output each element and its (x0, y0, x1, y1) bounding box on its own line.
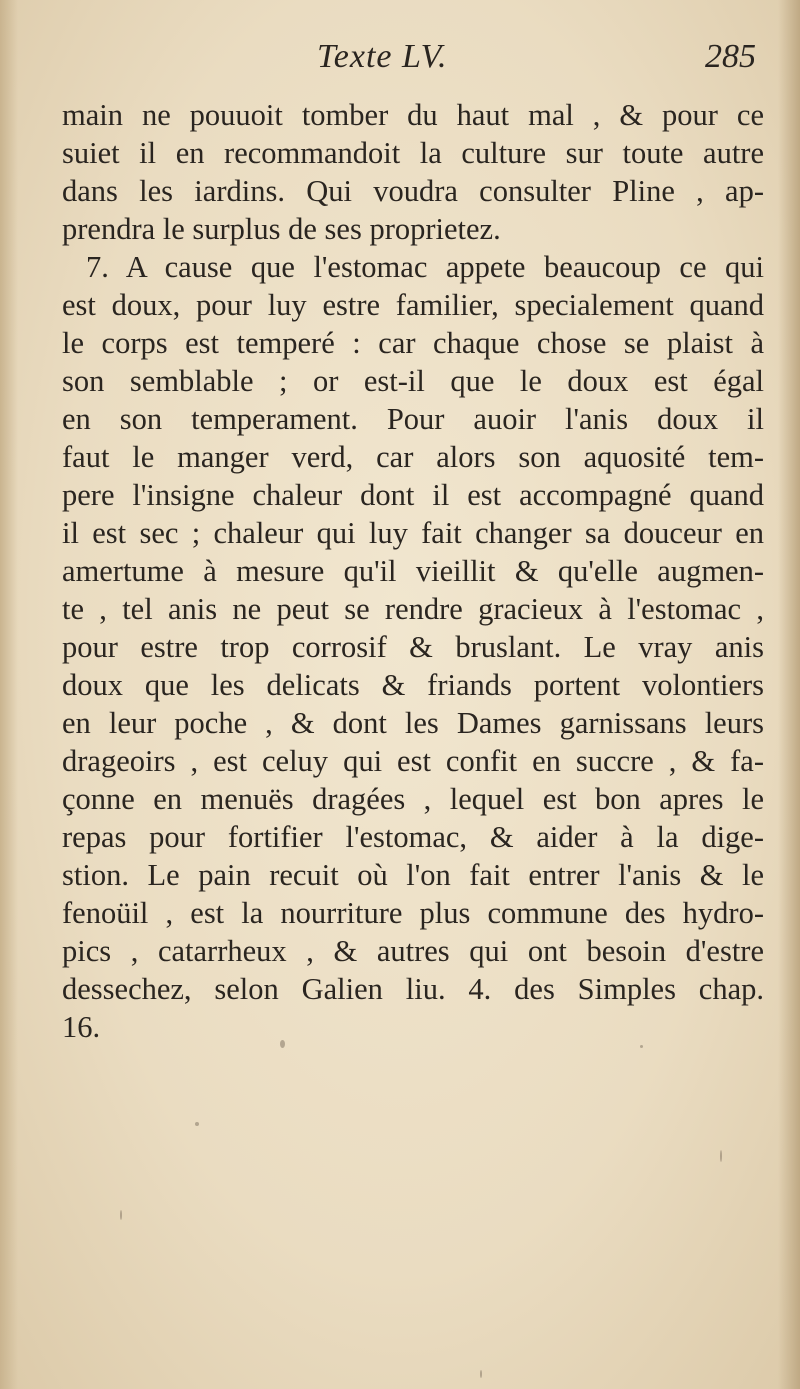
text-line: repas pour fortifier l'estomac, & aider à la dige- (62, 820, 764, 854)
text-line: son semblable ; or est-il que le doux est égal (62, 364, 764, 398)
text-line: dans les iardins. Qui voudra consulter Pline , ap- (62, 174, 764, 208)
text-line: est doux, pour luy estre familier, specialement quand (62, 288, 764, 322)
text-line: le corps est temperé : car chaque chose se plaist à (62, 326, 764, 360)
text-line: doux que les delicats & friands portent volontiers (62, 668, 764, 702)
text-line: main ne pouuoit tomber du haut mal , & pour ce (62, 98, 764, 132)
ink-speck (280, 1040, 285, 1048)
text-line: dessechez, selon Galien liu. 4. des Simples chap. (62, 972, 764, 1006)
ink-speck (640, 1045, 643, 1048)
ink-speck (720, 1150, 722, 1162)
page-number: 285 (705, 38, 756, 75)
ink-speck (120, 1210, 122, 1220)
page-edge-left (0, 0, 18, 1389)
text-line: en leur poche , & dont les Dames garnissans leurs (62, 706, 764, 740)
page-edge-right (778, 0, 800, 1389)
text-line: 16. (62, 1010, 101, 1044)
text-line: te , tel anis ne peut se rendre gracieux à l'estomac , (62, 592, 764, 626)
text-line: fenoüil , est la nourriture plus commune des hydro- (62, 896, 764, 930)
page-header (62, 38, 762, 90)
text-line: amertume à mesure qu'il vieillit & qu'elle augmen- (62, 554, 764, 588)
text-line: en son temperament. Pour auoir l'anis doux il (62, 402, 764, 436)
text-line: prendra le surplus de ses proprietez. (62, 212, 501, 246)
text-line: drageoirs , est celuy qui est confit en succre , & fa- (62, 744, 764, 778)
text-line: il est sec ; chaleur qui luy fait changer sa douceur en (62, 516, 764, 550)
text-line: çonne en menuës dragées , lequel est bon apres le (62, 782, 764, 816)
text-line: faut le manger verd, car alors son aquosité tem- (62, 440, 764, 474)
text-line: pour estre trop corrosif & bruslant. Le vray anis (62, 630, 764, 664)
ink-speck (195, 1122, 199, 1126)
running-title: Texte LV. (317, 38, 448, 75)
text-line: stion. Le pain recuit où l'on fait entrer l'anis & le (62, 858, 764, 892)
text-line: suiet il en recommandoit la culture sur toute autre (62, 136, 764, 170)
text-line: 7. A cause que l'estomac appete beaucoup ce qui (86, 250, 764, 284)
body-text (62, 96, 764, 1046)
text-line: pere l'insigne chaleur dont il est accompagné quand (62, 478, 764, 512)
ink-speck (480, 1370, 482, 1378)
text-line: pics , catarrheux , & autres qui ont besoin d'estre (62, 934, 764, 968)
